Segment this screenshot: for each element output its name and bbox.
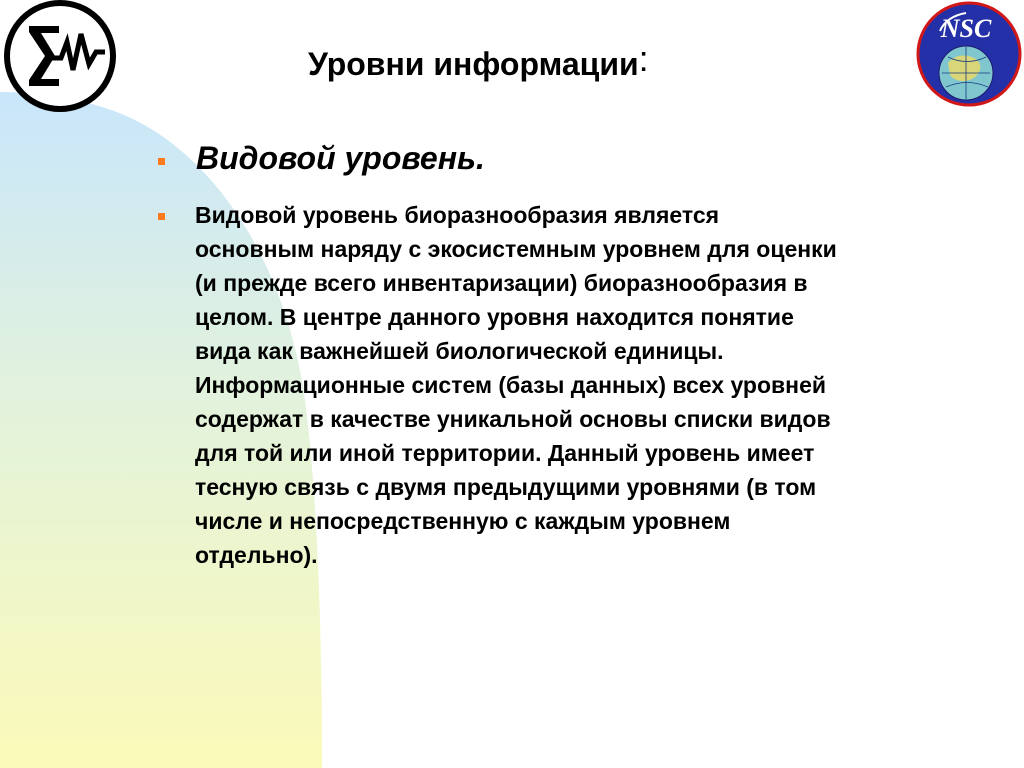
slide-title-colon: : [638,38,649,79]
body-line: содержат в качестве уникальной основы списки видов [195,406,831,432]
body-line: отдельно). [195,542,318,568]
slide-title-text: Уровни информации [308,46,639,82]
globe-logo-text: NSC [940,14,992,43]
body-line: (и прежде всего инвентаризации) биоразнообразия в [195,270,808,296]
bullet-square-icon [158,213,165,220]
body-line: основным наряду с экосистемным уровнем для оценки [195,236,837,262]
body-line: для той или иной территории. Данный уровень имеет [195,440,815,466]
sigma-wave-logo-icon [1,0,119,112]
body-paragraph [195,198,995,572]
slide-title [308,34,649,89]
body-line: Видовой уровень биоразнообразия является [195,202,720,228]
globe-logo-icon [914,1,1024,107]
bullet-square-icon [158,158,165,165]
body-line: тесную связь с двумя предыдущими уровнями (в том [195,474,817,500]
body-line: числе и непосредственную с каждым уровнем [195,508,731,534]
body-line: Информационные систем (базы данных) всех уровней [195,372,826,398]
body-line: целом. В центре данного уровня находится понятие [195,304,794,330]
body-line: вида как важнейшей биологической единицы. [195,338,724,364]
section-heading: Видовой уровень. [196,140,485,176]
